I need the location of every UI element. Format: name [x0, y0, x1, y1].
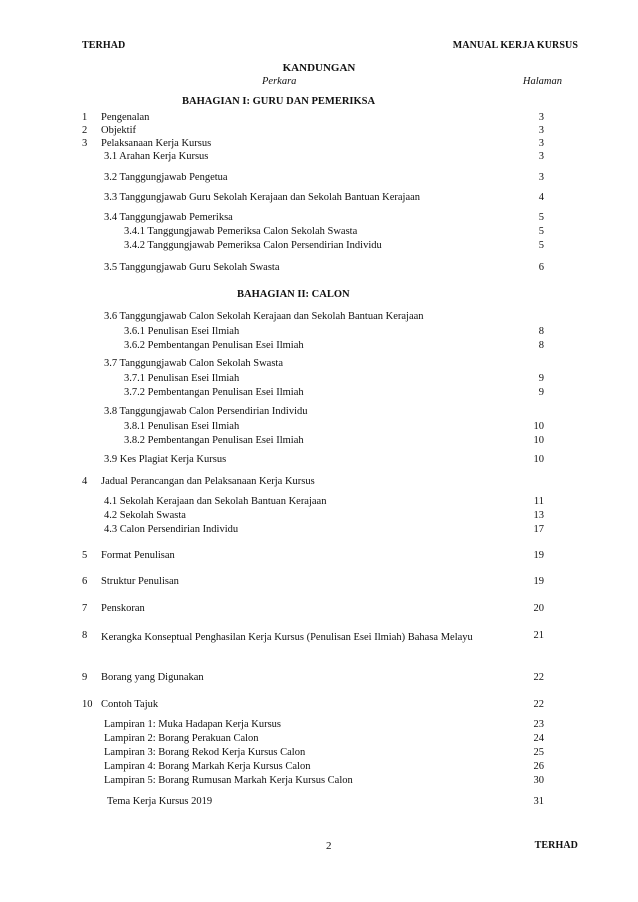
toc-entry-title: Lampiran 1: Muka Hadapan Kerja Kursus [104, 719, 281, 730]
toc-entry-title: Kerangka Konseptual Penghasilan Kerja Kursus (Penulisan Esei Ilmiah) Bahasa Melayu [101, 632, 473, 643]
toc-entry [0, 151, 638, 164]
toc-entry-page: 30 [533, 775, 544, 786]
toc-entry-number: 8 [82, 630, 88, 641]
toc-entry-title: 3.6.2 Pembentangan Penulisan Esei Ilmiah [124, 340, 304, 351]
toc-entry [0, 747, 638, 760]
toc-entry-number: 3 [82, 138, 88, 149]
toc-entry [0, 212, 638, 225]
toc-entry [0, 172, 638, 185]
toc-entry [0, 112, 638, 125]
toc-entry [0, 226, 638, 239]
toc-entry-page: 5 [538, 240, 544, 251]
toc-entry-title: 3.4 Tanggungjawab Pemeriksa [104, 212, 233, 223]
toc-entry-number: 2 [82, 125, 88, 136]
toc-entry-title: 3.3 Tanggungjawab Guru Sekolah Kerajaan dan Sekolah Bantuan Kerajaan [104, 192, 421, 203]
toc-entry-title: Lampiran 2: Borang Perakuan Calon [104, 733, 259, 744]
toc-entry-page: 21 [533, 630, 544, 641]
toc-entry-page: 24 [533, 733, 544, 744]
toc-entry-title: Pengenalan [101, 112, 150, 123]
toc-entry-page: 3 [538, 151, 544, 162]
toc-entry [0, 761, 638, 774]
toc-entry-number: 4 [82, 476, 88, 487]
toc-entry-number: 6 [82, 576, 88, 587]
toc-entry-page: 31 [533, 796, 544, 807]
toc-entry-title: Borang yang Digunakan [101, 672, 204, 683]
toc-entry-title: Lampiran 4: Borang Markah Kerja Kursus Calon [104, 761, 311, 772]
toc-entry-number: 9 [82, 672, 88, 683]
toc-entry-title: 3.8.1 Penulisan Esei Ilmiah [124, 421, 240, 432]
toc-entry-page: 22 [533, 699, 544, 710]
column-page-label: Halaman [522, 76, 562, 87]
toc-entry-title: Lampiran 5: Borang Rumusan Markah Kerja Kursus Calon [104, 775, 353, 786]
toc-entry-page: 8 [538, 340, 544, 351]
toc-entry-title: 3.8.2 Pembentangan Penulisan Esei Ilmiah [124, 435, 304, 446]
toc-entry-title: Format Penulisan [101, 550, 175, 561]
toc-entry [0, 699, 638, 712]
toc-entry-page: 3 [538, 172, 544, 183]
toc-entry [0, 510, 638, 523]
toc-entry-page: 22 [533, 672, 544, 683]
toc-entry [0, 138, 638, 151]
toc-entry-title: Contoh Tajuk [101, 699, 159, 710]
toc-entry-page: 9 [538, 387, 544, 398]
toc-entry-title: 3.1 Arahan Kerja Kursus [104, 151, 209, 162]
toc-entry-page: 19 [533, 550, 544, 561]
column-item-label: Perkara [262, 76, 297, 87]
toc-entry-title: 3.5 Tanggungjawab Guru Sekolah Swasta [104, 262, 280, 273]
toc-entry-title: 3.4.2 Tanggungjawab Pemeriksa Calon Persendirian Individu [124, 240, 382, 251]
toc-entry-page: 19 [533, 576, 544, 587]
toc-entry-title: 3.7.2 Pembentangan Penulisan Esei Ilmiah [124, 387, 304, 398]
toc-entry-page: 10 [533, 421, 544, 432]
toc-entry [0, 125, 638, 138]
toc-entry-title: 3.4.1 Tanggungjawab Pemeriksa Calon Sekolah Swasta [124, 226, 358, 237]
toc-entry [0, 733, 638, 746]
toc-entry-title: 3.7.1 Penulisan Esei Ilmiah [124, 373, 240, 384]
toc-entry [0, 796, 638, 809]
toc-entry [0, 406, 638, 419]
toc-entry [0, 373, 638, 386]
toc-entry [0, 421, 638, 434]
toc-entry-page: 4 [538, 192, 544, 203]
toc-entry-title: 4.2 Sekolah Swasta [104, 510, 186, 521]
toc-entry [0, 262, 638, 275]
toc-entry-title: 3.6 Tanggungjawab Calon Sekolah Kerajaan dan Sekolah Bantuan Kerajaan [104, 311, 424, 322]
toc-entry-page: 17 [533, 524, 544, 535]
toc-entry-number: 7 [82, 603, 88, 614]
toc-entry-title: Pelaksanaan Kerja Kursus [101, 138, 212, 149]
toc-entry-number: 10 [82, 699, 93, 710]
toc-entry-title: Jadual Perancangan dan Pelaksanaan Kerja Kursus [101, 476, 315, 487]
toc-entry [0, 719, 638, 732]
toc-entry-title: 4.1 Sekolah Kerajaan dan Sekolah Bantuan Kerajaan [104, 496, 327, 507]
toc-entry-number: 1 [82, 112, 88, 123]
toc-entry-title: Penskoran [101, 603, 145, 614]
toc-entry [0, 240, 638, 253]
toc-entry-title: 3.2 Tanggungjawab Pengetua [104, 172, 228, 183]
toc-entry-page: 25 [533, 747, 544, 758]
toc-entry [0, 358, 638, 371]
toc-entry-page: 5 [538, 226, 544, 237]
toc-entry-page: 3 [538, 125, 544, 136]
toc-entry [0, 192, 638, 205]
toc-entry-title: Tema Kerja Kursus 2019 [107, 796, 213, 807]
toc-entry-page: 10 [533, 435, 544, 446]
toc-entry-page: 26 [533, 761, 544, 772]
toc-entry [0, 550, 638, 563]
toc-entry [0, 603, 638, 616]
toc-entry-page: 6 [538, 262, 544, 273]
toc-entry-page: 3 [538, 112, 544, 123]
toc-entry-page: 5 [538, 212, 544, 223]
toc-entry-page: 9 [538, 373, 544, 384]
toc-entry-title: 3.7 Tanggungjawab Calon Sekolah Swasta [104, 358, 284, 369]
toc-entry [0, 340, 638, 353]
header-left-label: TERHAD [82, 40, 126, 51]
toc-entry [0, 326, 638, 339]
footer-right-label: TERHAD [534, 840, 578, 851]
footer-page-number: 2 [326, 840, 332, 852]
toc-entry [0, 524, 638, 537]
toc-entry [0, 672, 638, 685]
toc-entry-title: Objektif [101, 125, 136, 136]
toc-entry-title: 3.9 Kes Plagiat Kerja Kursus [104, 454, 227, 465]
toc-entry-page: 8 [538, 326, 544, 337]
toc-entry [0, 630, 638, 643]
toc-entry [0, 435, 638, 448]
toc-entry-title: Struktur Penulisan [101, 576, 179, 587]
toc-entry [0, 454, 638, 467]
toc-entry-page: 3 [538, 138, 544, 149]
toc-entry-title: Lampiran 3: Borang Rekod Kerja Kursus Calon [104, 747, 306, 758]
toc-entry [0, 387, 638, 400]
toc-entry [0, 311, 638, 324]
toc-entry-title: 3.6.1 Penulisan Esei Ilmiah [124, 326, 240, 337]
toc-entry-title: 3.8 Tanggungjawab Calon Persendirian Individu [104, 406, 308, 417]
header-right-label: MANUAL KERJA KURSUS [452, 40, 578, 51]
toc-entry-page: 11 [533, 496, 544, 507]
toc-entry [0, 576, 638, 589]
page-title: KANDUNGAN [282, 62, 356, 74]
toc-entry-page: 20 [533, 603, 544, 614]
toc-entry [0, 496, 638, 509]
toc-entry-page: 10 [533, 454, 544, 465]
toc-entry-number: 5 [82, 550, 88, 561]
toc-entry-page: 13 [533, 510, 544, 521]
toc-entry-page: 23 [533, 719, 544, 730]
section-heading-part2: BAHAGIAN II: CALON [237, 289, 350, 300]
toc-entry [0, 476, 638, 489]
toc-entry-title: 4.3 Calon Persendirian Individu [104, 524, 239, 535]
section-heading-part1: BAHAGIAN I: GURU DAN PEMERIKSA [182, 96, 376, 107]
toc-entry [0, 775, 638, 788]
